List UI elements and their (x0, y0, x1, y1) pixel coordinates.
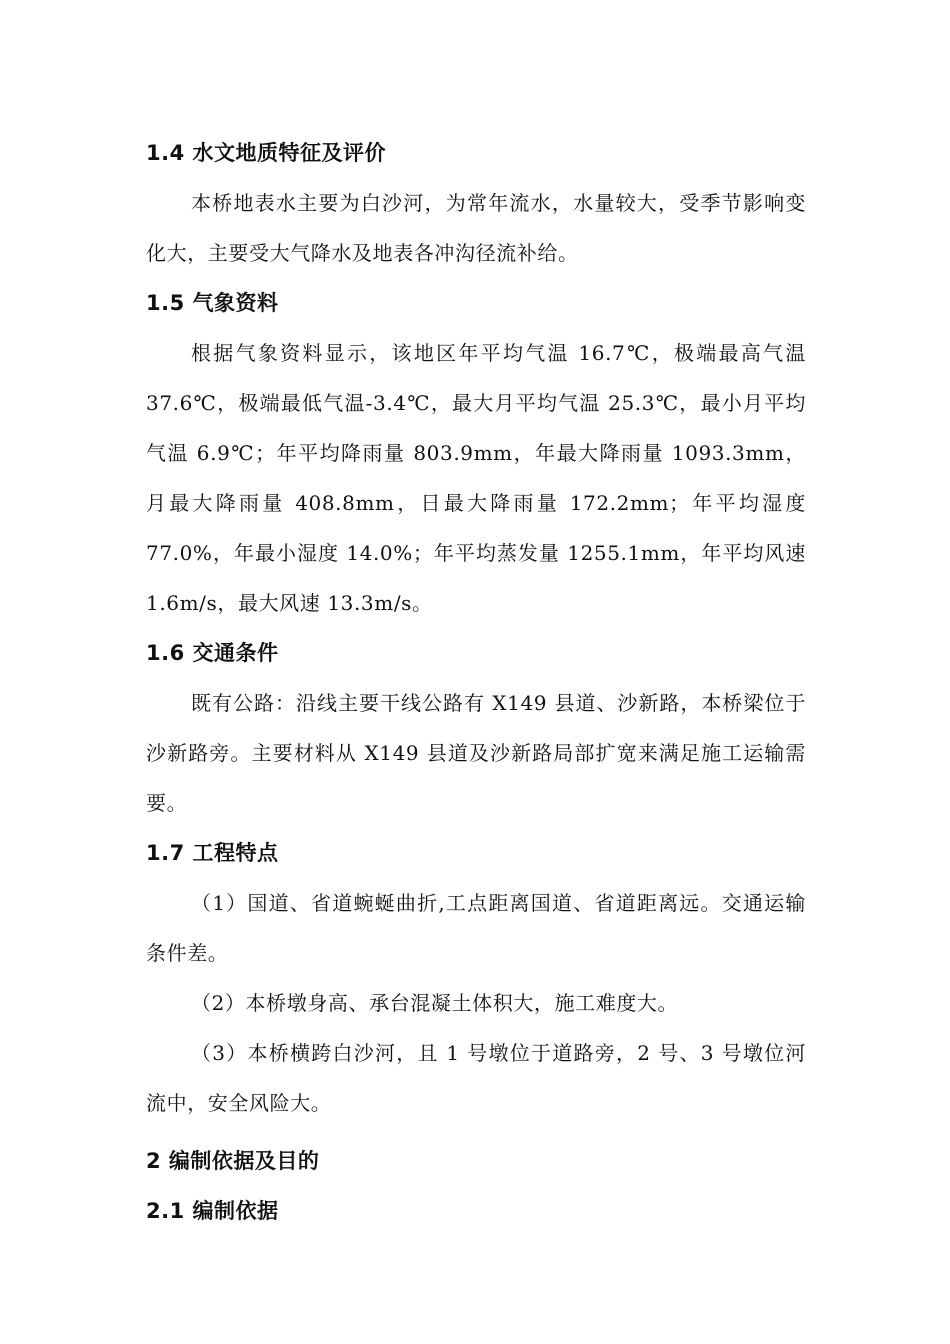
paragraph-traffic: 既有公路：沿线主要干线公路有 X149 县道、沙新路，本桥梁位于沙新路旁。主要材料从 X149 县道及沙新路局部扩宽来满足施工运输需要。 (146, 691, 806, 815)
paragraph-feature-1: （1）国道、省道蜿蜒曲折,工点距离国道、省道距离远。交通运输条件差。 (146, 891, 806, 965)
chapter-heading-2: 2 编制依据及目的 (146, 1149, 320, 1173)
paragraph-feature-3: （3）本桥横跨白沙河，且 1 号墩位于道路旁，2 号、3 号墩位河流中，安全风险大。 (146, 1041, 806, 1115)
section-heading-1-5: 1.5 气象资料 (146, 291, 279, 315)
section-heading-1-4: 1.4 水文地质特征及评价 (146, 141, 387, 165)
paragraph-hydrogeology: 本桥地表水主要为白沙河，为常年流水，水量较大，受季节影响变化大，主要受大气降水及地表各冲沟径流补给。 (146, 191, 806, 265)
paragraph-meteorology: 根据气象资料显示，该地区年平均气温 16.7℃，极端最高气温 37.6℃，极端最低气温-3.4℃，最大月平均气温 25.3℃，最小月平均气温 6.9℃；年平均降雨量 803.9mm，年最大降雨量 1093.3mm，月最大降雨量 408.8mm，日最大降雨量 172.2mm；年平均湿度 77.0%，年最小湿度 14.0%；年平均蒸发量 1255.1mm，年平均风速 1.6m/s，最大风速 13.3m/s。 (146, 341, 806, 615)
document-body (146, 128, 806, 1236)
paragraph-feature-2: （2）本桥墩身高、承台混凝土体积大，施工难度大。 (191, 991, 679, 1015)
section-heading-1-7: 1.7 工程特点 (146, 841, 279, 865)
section-heading-1-6: 1.6 交通条件 (146, 641, 279, 665)
section-heading-2-1: 2.1 编制依据 (146, 1199, 279, 1223)
